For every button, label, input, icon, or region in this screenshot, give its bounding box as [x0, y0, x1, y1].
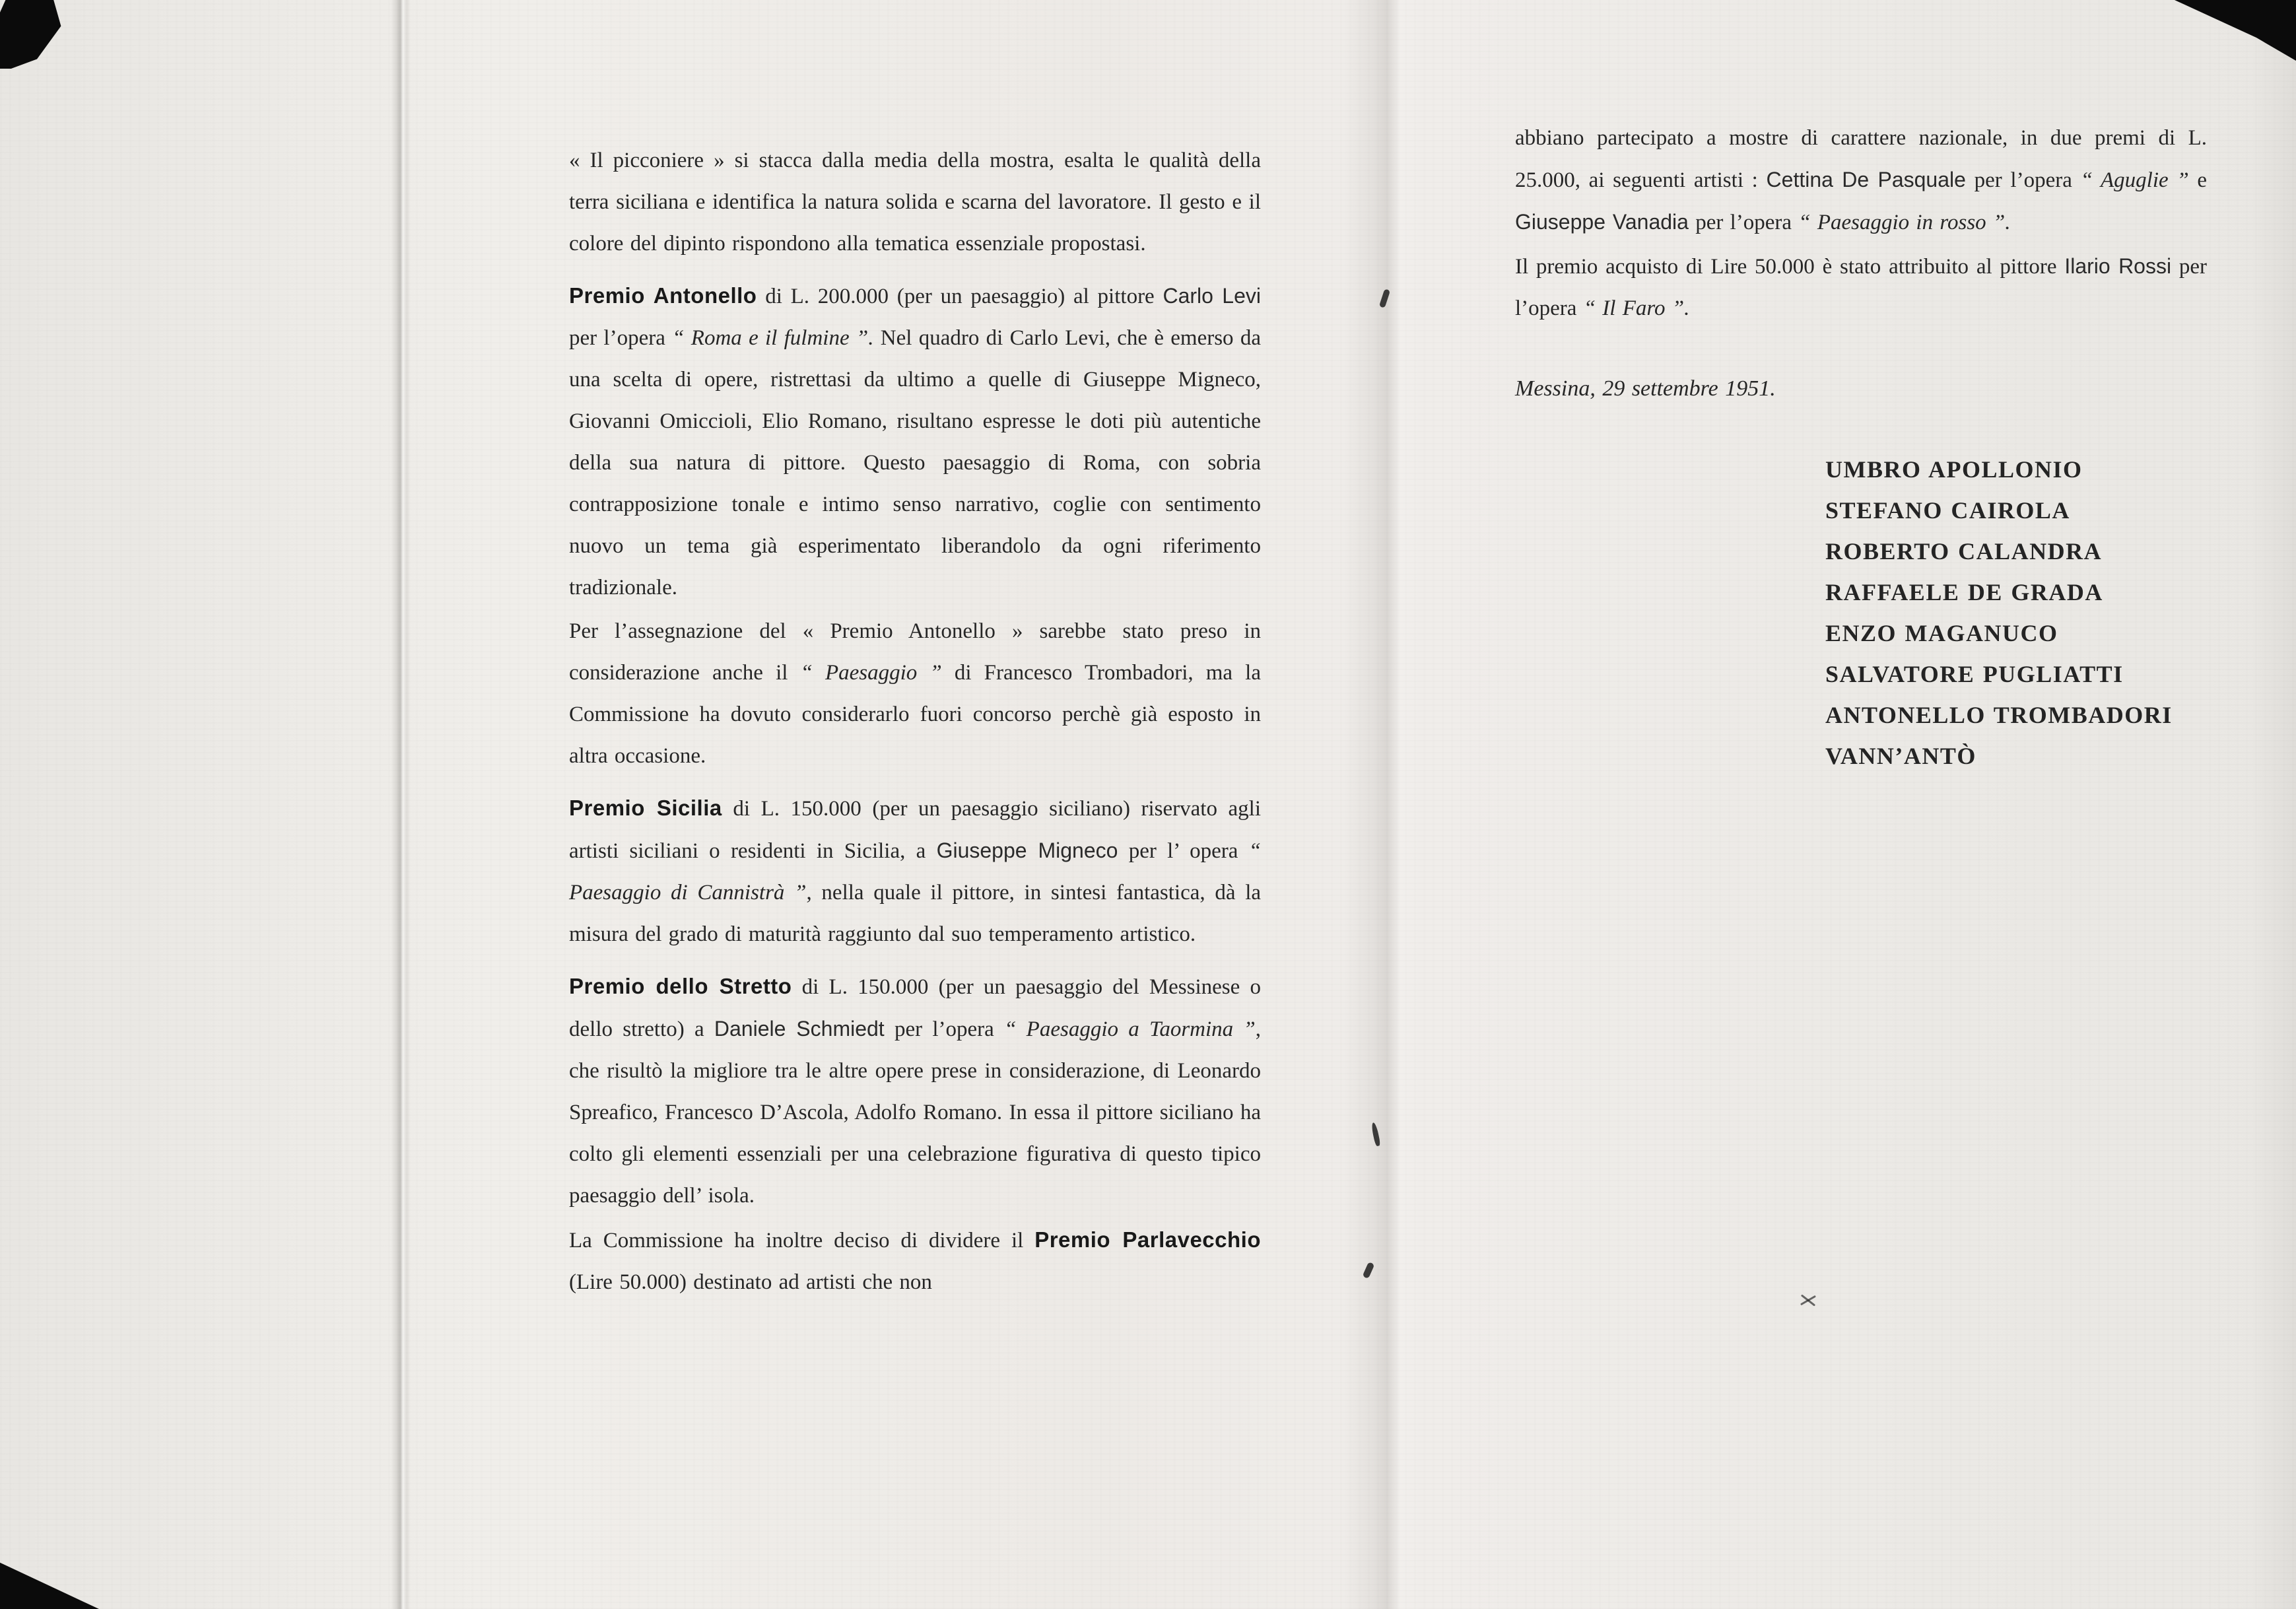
signatory-name: ANTONELLO TROMBADORI: [1825, 702, 2173, 728]
right-page-text: [1515, 118, 2207, 776]
artwork-title: “ Il Faro ”.: [1583, 296, 1690, 320]
paragraph: [1515, 246, 2207, 329]
body-text: Nel quadro di Carlo Levi, che è emerso da una scelta di opere, ristrettasi da ultimo a quelle di Giuseppe Migneco, Giovanni Omiccioli, Elio Romano, risultano espresse le doti più autentiche della sua natura di pittore. Questo paesaggio di Roma, con sobria contrapposizione tonale e intimo senso narrativo, coglie con sentimento nuovo un tema già esperimentato liberandolo da ogni riferimento tradizionale.: [569, 326, 1261, 599]
body-text: per l’opera: [1515, 255, 2207, 320]
signatory-name: SALVATORE PUGLIATTI: [1825, 661, 2124, 687]
signatory-name: STEFANO CAIROLA: [1825, 497, 2070, 524]
artwork-title: “ Paesaggio ”: [800, 661, 942, 685]
paragraph: [569, 611, 1261, 777]
paragraph: [569, 275, 1261, 609]
artwork-title: “ Roma e il fulmine ”.: [672, 326, 874, 350]
body-text: per l’opera: [1965, 168, 2081, 192]
signatory-name: RAFFAELE DE GRADA: [1825, 579, 2103, 605]
artist-name: Ilario Rossi: [2064, 254, 2172, 278]
artist-name: Giuseppe Migneco: [936, 839, 1118, 862]
body-text: , nella quale il pittore, in sintesi fantastica, dà la misura del grado di maturità raggiunto dal suo temperamento artistico.: [569, 881, 1262, 946]
body-text: di Francesco Trombadori, ma la Commissione ha dovuto considerarlo fuori concorso perchè già esposto in altra occasione.: [569, 661, 1261, 768]
artist-name: Daniele Schmiedt: [714, 1017, 885, 1041]
body-text: Il premio acquisto di Lire 50.000 è stato attribuito al pittore: [1515, 255, 2065, 279]
paragraph: [569, 1219, 1261, 1303]
body-text: abbiano partecipato a mostre di carattere nazionale, in due premi di L. 25.000, ai seguenti artisti :: [1515, 126, 2207, 192]
body-text: per l’ opera: [1118, 839, 1249, 863]
fold-crease: [391, 0, 411, 1609]
artist-name: Cettina De Pasquale: [1766, 168, 1966, 191]
artwork-title: “ Paesaggio a Taormina ”: [1004, 1017, 1256, 1041]
body-text: (Lire 50.000) destinato ad artisti che non: [569, 1270, 932, 1294]
body-text: La Commissione ha inoltre deciso di dividere il: [569, 1229, 1035, 1252]
body-text: , che risultò la migliore tra le altre opere prese in considerazione, di Leonardo Spreafico, Francesco D’Ascola, Adolfo Romano. In essa il pittore siciliano ha colto gli elementi essenziali per una celebrazione figurativa di questo tipico paesaggio dell’ isola.: [569, 1017, 1262, 1208]
signatory-list: [1825, 449, 2207, 776]
paragraph: [569, 965, 1261, 1217]
artwork-title: “ Paesaggio di Cannistrà ”: [569, 839, 1261, 905]
artwork-title: “ Paesaggio in rosso ”.: [1798, 211, 2011, 234]
body-text: Per l’assegnazione del « Premio Antonello » sarebbe stato preso in considerazione anche il: [569, 619, 1261, 685]
body-text: di L. 200.000 (per un paesaggio) al pittore: [757, 285, 1163, 308]
artwork-title: “ Aguglie ”: [2080, 168, 2189, 192]
prize-name: Premio Antonello: [569, 283, 757, 308]
page-gutter-shadow: [1343, 0, 1423, 1609]
paragraph: [569, 787, 1261, 955]
signatory-name: VANN’ANTÒ: [1825, 743, 1976, 769]
body-text: e: [2188, 168, 2208, 192]
scan-artifact-bottom-left: [0, 1558, 99, 1609]
signatory-name: ROBERTO CALANDRA: [1825, 538, 2103, 565]
body-text: per l’opera: [569, 326, 673, 350]
dateline: Messina, 29 settembre 1951.: [1515, 376, 1776, 401]
signatory-name: ENZO MAGANUCO: [1825, 620, 2058, 646]
prize-name: Premio Sicilia: [569, 796, 722, 820]
signatory-name: UMBRO APOLLONIO: [1825, 456, 2083, 483]
body-text: per l’opera: [1688, 211, 1799, 234]
left-page-text: [569, 140, 1261, 1303]
scan-artifact-top-left: [0, 0, 92, 69]
right-page-paragraphs: [1515, 118, 2207, 329]
edge-shadow: [2250, 0, 2296, 1609]
paragraph: [1515, 118, 2207, 244]
prize-name: Premio dello Stretto: [569, 974, 792, 998]
prize-name: Premio Parlavecchio: [1034, 1227, 1261, 1252]
body-text: per l’opera: [884, 1017, 1005, 1041]
body-text: « Il picconiere » si stacca dalla media della mostra, esalta le qualità della terra siciliana e identifica la natura solida e scarna del lavoratore. Il gesto e il colore del dipinto rispondono alla tematica essenziale propostasi.: [569, 149, 1261, 256]
body-text: di L. 150.000 (per un paesaggio siciliano) riservato agli artisti siciliani o residenti in Sicilia, a: [569, 797, 1262, 863]
body-text: di L. 150.000 (per un paesaggio del Messinese o dello stretto) a: [569, 975, 1261, 1041]
paragraph: [569, 140, 1261, 265]
artist-name: Giuseppe Vanadia: [1515, 210, 1689, 234]
artist-name: Carlo Levi: [1163, 284, 1262, 308]
